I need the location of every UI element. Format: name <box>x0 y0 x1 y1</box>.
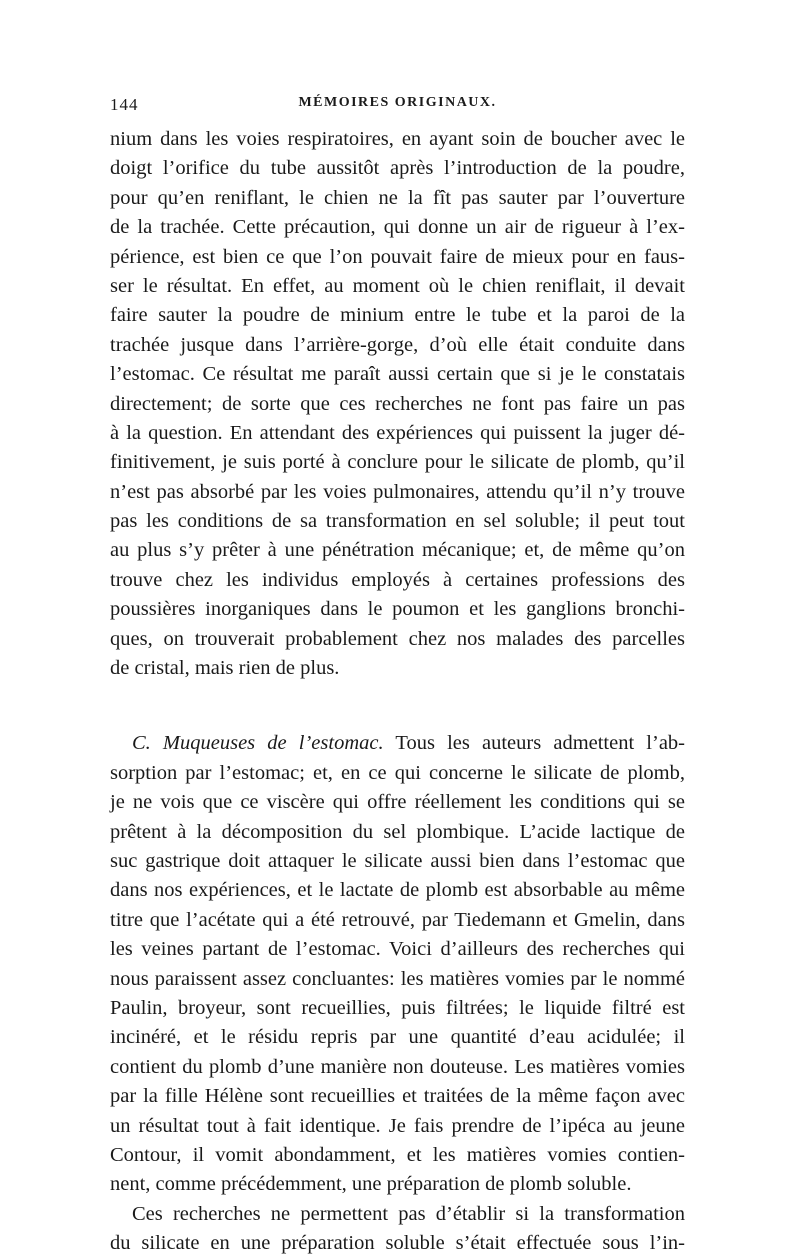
text-line: de cristal, mais rien de plus. <box>110 657 340 680</box>
section-c-paragraph <box>110 729 685 1199</box>
running-head <box>110 95 685 125</box>
text-line: poussières inorganiques dans le poumon et les ganglions bronchi- <box>110 598 685 621</box>
text-line: contient du plomb d’une manière non douteuse. Les matières vomies <box>110 1055 685 1078</box>
text-line: titre que l’acétate qui a été retrouvé, par Tiedemann et Gmelin, dans <box>110 908 685 931</box>
text-line: doigt l’orifice du tube aussitôt après l’introduction de la poudre, <box>110 157 685 180</box>
text-line: de la trachée. Cette précaution, qui donne un air de rigueur à l’ex- <box>110 216 685 239</box>
text-line: n’est pas absorbé par les voies pulmonaires, attendu qu’il n’y trouve <box>110 480 685 503</box>
text-line: suc gastrique doit attaquer le silicate aussi bien dans l’estomac que <box>110 849 685 872</box>
text-line: nent, comme précédemment, une préparation de plomb soluble. <box>110 1173 632 1196</box>
text-line: pour qu’en reniflant, le chien ne la fît pas sauter par l’ouverture <box>110 186 685 209</box>
text-line: Ces recherches ne permettent pas d’établir si la transformation <box>132 1202 685 1225</box>
text-line: périence, est bien ce que l’on pouvait faire de mieux pour en faus- <box>110 245 685 268</box>
text-line: Paulin, broyeur, sont recueillies, puis filtrées; le liquide filtré est <box>110 996 685 1019</box>
section-gap <box>110 683 685 729</box>
text-line: pas les conditions de sa transformation en sel soluble; il peut tout <box>110 510 685 533</box>
text-line: du silicate en une préparation soluble s’était effectuée sous l’in- <box>110 1232 685 1255</box>
text-line: au plus s’y prêter à une pénétration mécanique; et, de même qu’on <box>110 539 685 562</box>
text-line: dans nos expériences, et le lactate de plomb est absorbable au même <box>110 879 685 902</box>
text-line: ques, on trouverait probablement chez nos malades des parcelles <box>110 627 685 650</box>
paragraph-continuation <box>110 125 685 683</box>
section-heading: C. Muqueuses de l’estomac. <box>132 732 384 755</box>
text-line: prêtent à la décomposition du sel plombique. L’acide lactique de <box>110 820 685 843</box>
text-line: les veines partant de l’estomac. Voici d’ailleurs des recherches qui <box>110 938 685 961</box>
text-line: à la question. En attendant des expériences qui puissent la juger dé- <box>110 421 685 444</box>
book-page <box>110 95 685 1258</box>
paragraph-ces-recherches <box>110 1200 685 1258</box>
text-line: par la fille Hélène sont recueillies et traitées de la même façon avec <box>110 1085 685 1108</box>
text-line: un résultat tout à fait identique. Je fais prendre de l’ipéca au jeune <box>110 1114 685 1137</box>
text-line: nium dans les voies respiratoires, en ayant soin de boucher avec le <box>110 128 685 150</box>
text-line: directement; de sorte que ces recherches ne font pas faire un pas <box>110 392 685 415</box>
section-c-first-line <box>110 729 685 758</box>
text-line: je ne vois que ce viscère qui offre réellement les conditions qui se <box>110 791 685 814</box>
text-line: nous paraissent assez concluantes: les matières vomies par le nommé <box>110 967 685 990</box>
text-line: ser le résultat. En effet, au moment où le chien reniflait, il devait <box>110 274 685 297</box>
page-number: 144 <box>110 95 139 114</box>
text-line: trachée jusque dans l’arrière-gorge, d’où elle était conduite dans <box>110 333 685 356</box>
text-line: sorption par l’estomac; et, en ce qui concerne le silicate de plomb, <box>110 761 685 784</box>
text-line: faire sauter la poudre de minium entre le tube et la paroi de la <box>110 304 685 327</box>
text-line: finitivement, je suis porté à conclure pour le silicate de plomb, qu’il <box>110 451 685 474</box>
text-line: l’estomac. Ce résultat me paraît aussi certain que si je le constatais <box>110 363 685 386</box>
text-fragment: Tous les auteurs admettent l’ab- <box>383 732 686 755</box>
text-line: trouve chez les individus employés à certaines professions des <box>110 568 685 591</box>
running-title: MÉMOIRES ORIGINAUX. <box>298 95 497 110</box>
text-line: Contour, il vomit abondamment, et les matières vomies contien- <box>110 1143 685 1166</box>
text-line: incinéré, et le résidu repris par une quantité d’eau acidulée; il <box>110 1026 685 1049</box>
